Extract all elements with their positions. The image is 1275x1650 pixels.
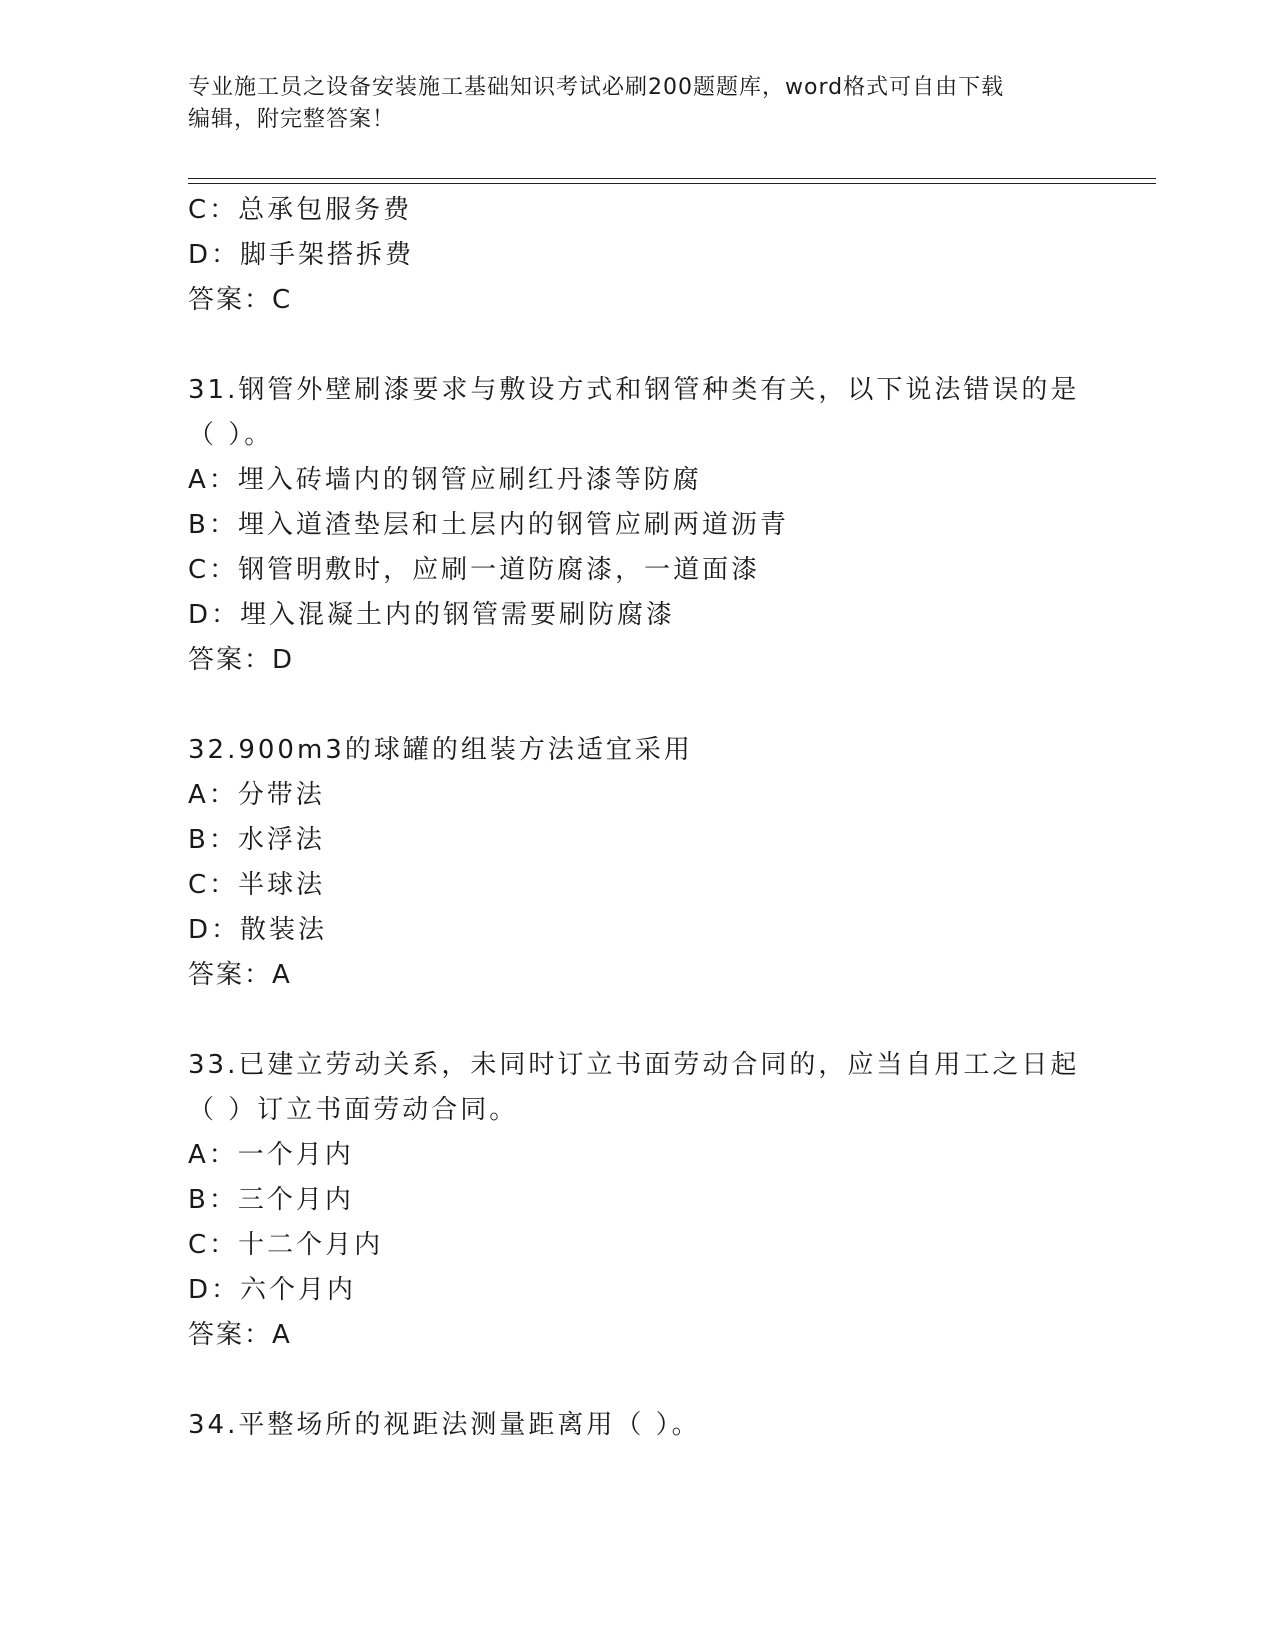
q32-option-b: B：水浮法 [188, 825, 325, 855]
q33-answer: 答案：A [188, 1320, 292, 1350]
header-divider-top [188, 178, 1156, 179]
q33-stem-line-2: （ ）订立书面劳动合同。 [188, 1095, 519, 1125]
q32-option-c: C：半球法 [188, 870, 326, 900]
q33-stem-line-1: 33.已建立劳动关系，未同时订立书面劳动合同的，应当自用工之日起 [188, 1050, 1080, 1080]
q32-stem: 32.900m3的球罐的组装方法适宜采用 [188, 735, 693, 765]
q31-option-a: A：埋入砖墙内的钢管应刷红丹漆等防腐 [188, 465, 702, 495]
document-header: 专业施工员之设备安装施工基础知识考试必刷200题题库，word格式可自由下载 编辑，附完整答案！ [188, 75, 1005, 132]
q33-option-b: B：三个月内 [188, 1185, 354, 1215]
q30-answer: 答案：C [188, 285, 293, 315]
q31-option-d: D：埋入混凝土内的钢管需要刷防腐漆 [188, 600, 676, 630]
header-divider-bottom [188, 183, 1156, 184]
q30-option-d: D：脚手架搭拆费 [188, 240, 415, 270]
q32-answer: 答案：A [188, 960, 292, 990]
q33-option-c: C：十二个月内 [188, 1230, 384, 1260]
q33-option-a: A：一个月内 [188, 1140, 354, 1170]
q32-option-a: A：分带法 [188, 780, 325, 810]
q31-answer: 答案：D [188, 645, 295, 675]
q33-option-d: D：六个月内 [188, 1275, 357, 1305]
q31-stem-line-2: （ ）。 [188, 420, 274, 450]
q31-stem-line-1: 31.钢管外壁刷漆要求与敷设方式和钢管种类有关，以下说法错误的是 [188, 375, 1080, 405]
q31-option-c: C：钢管明敷时，应刷一道防腐漆，一道面漆 [188, 555, 761, 585]
q34-stem: 34.平整场所的视距法测量距离用（ ）。 [188, 1410, 701, 1440]
q32-option-d: D：散装法 [188, 915, 328, 945]
q30-option-c: C：总承包服务费 [188, 195, 413, 225]
q31-option-b: B：埋入道渣垫层和土层内的钢管应刷两道沥青 [188, 510, 789, 540]
